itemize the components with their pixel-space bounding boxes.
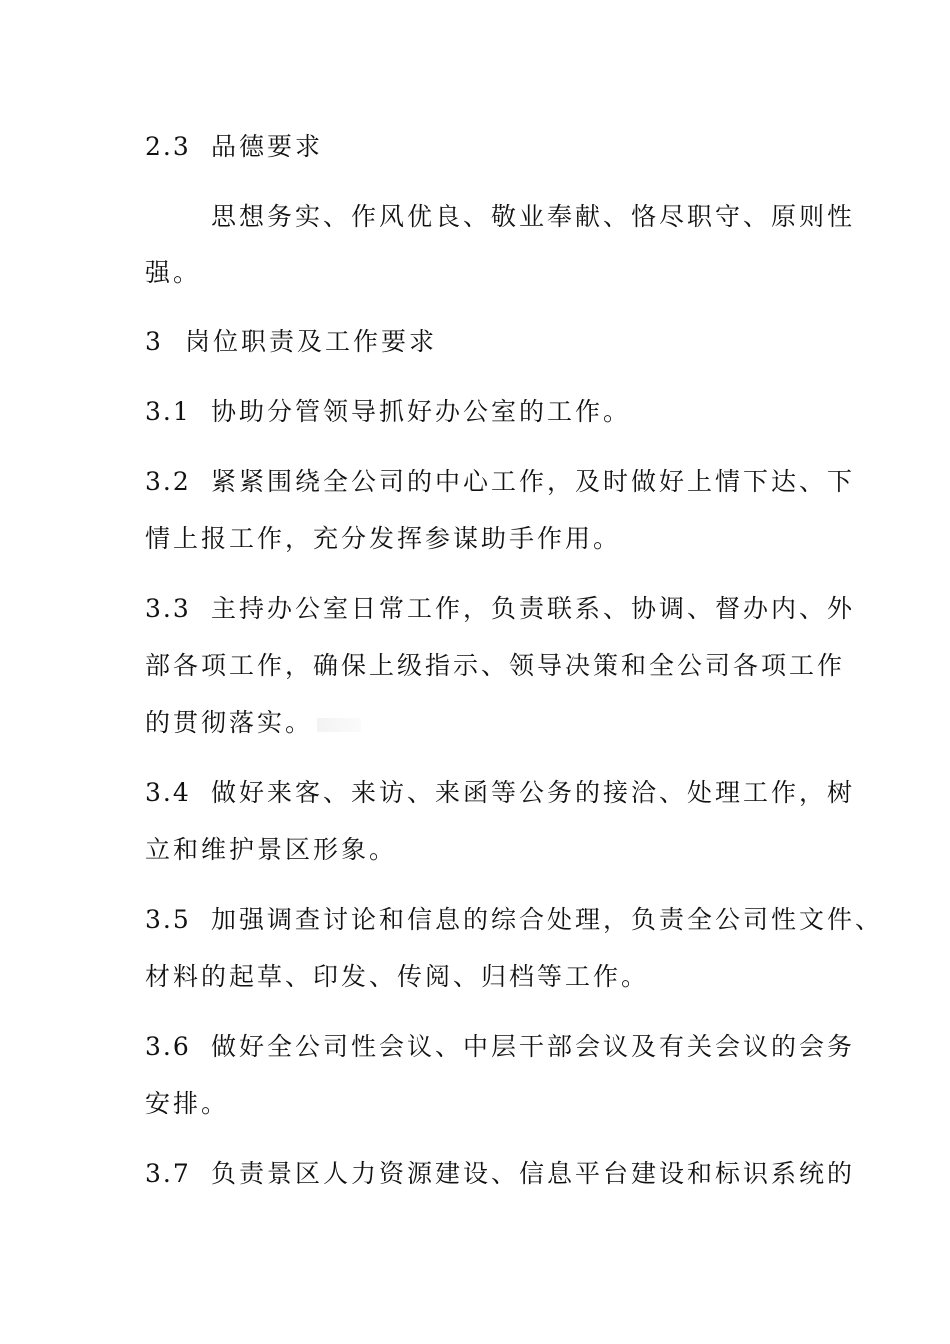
section-number: 3.2 xyxy=(145,467,191,496)
item-text: 协助分管领导抓好办公室的工作。 xyxy=(211,397,632,426)
faint-mark xyxy=(317,718,361,732)
paragraph-text: 材料的起草、印发、传阅、归档等工作。 xyxy=(145,962,650,991)
paragraph-line xyxy=(145,706,825,740)
item-3-1 xyxy=(145,395,825,429)
section-number: 3.5 xyxy=(145,905,191,934)
section-title: 岗位职责及工作要求 xyxy=(185,327,438,356)
paragraph-text: 强。 xyxy=(145,258,202,287)
item-text: 主持办公室日常工作，负责联系、协调、督办内、外 xyxy=(211,594,856,623)
paragraph-line xyxy=(211,200,856,234)
paragraph-line xyxy=(145,833,825,867)
heading-3 xyxy=(145,325,825,359)
paragraph-text: 立和维护景区形象。 xyxy=(145,835,398,864)
paragraph-text: 安排。 xyxy=(145,1089,230,1118)
item-3-4 xyxy=(145,776,856,810)
item-3-6 xyxy=(145,1030,856,1064)
paragraph-line xyxy=(145,256,825,290)
section-number: 3.1 xyxy=(145,397,191,426)
paragraph-text: 思想务实、作风优良、敬业奉献、恪尽职守、原则性 xyxy=(211,202,856,231)
paragraph-line xyxy=(145,1087,825,1121)
section-title: 品德要求 xyxy=(211,132,324,161)
item-3-5 xyxy=(145,903,884,937)
paragraph-text: 情上报工作，充分发挥参谋助手作用。 xyxy=(145,524,622,553)
section-number: 3.6 xyxy=(145,1032,191,1061)
paragraph-text: 部各项工作，确保上级指示、领导决策和全公司各项工作 xyxy=(145,651,846,680)
heading-2-3 xyxy=(145,130,825,164)
item-text: 加强调查讨论和信息的综合处理，负责全公司性文件、 xyxy=(211,905,884,934)
section-number: 3.7 xyxy=(145,1159,191,1188)
item-text: 紧紧围绕全公司的中心工作，及时做好上情下达、下 xyxy=(211,467,856,496)
section-number: 3.3 xyxy=(145,594,191,623)
item-text: 负责景区人力资源建设、信息平台建设和标识系统的 xyxy=(211,1159,856,1188)
item-3-3 xyxy=(145,592,856,626)
item-3-2 xyxy=(145,465,856,499)
paragraph-line xyxy=(145,522,825,556)
item-text: 做好全公司性会议、中层干部会议及有关会议的会务 xyxy=(211,1032,856,1061)
section-number: 3.4 xyxy=(145,778,191,807)
item-3-7 xyxy=(145,1157,856,1191)
paragraph-line xyxy=(145,649,846,683)
section-number: 2.3 xyxy=(145,132,191,161)
paragraph-text: 的贯彻落实。 xyxy=(145,708,314,737)
paragraph-line xyxy=(145,960,825,994)
section-number: 3 xyxy=(145,327,163,356)
item-text: 做好来客、来访、来函等公务的接洽、处理工作，树 xyxy=(211,778,856,807)
